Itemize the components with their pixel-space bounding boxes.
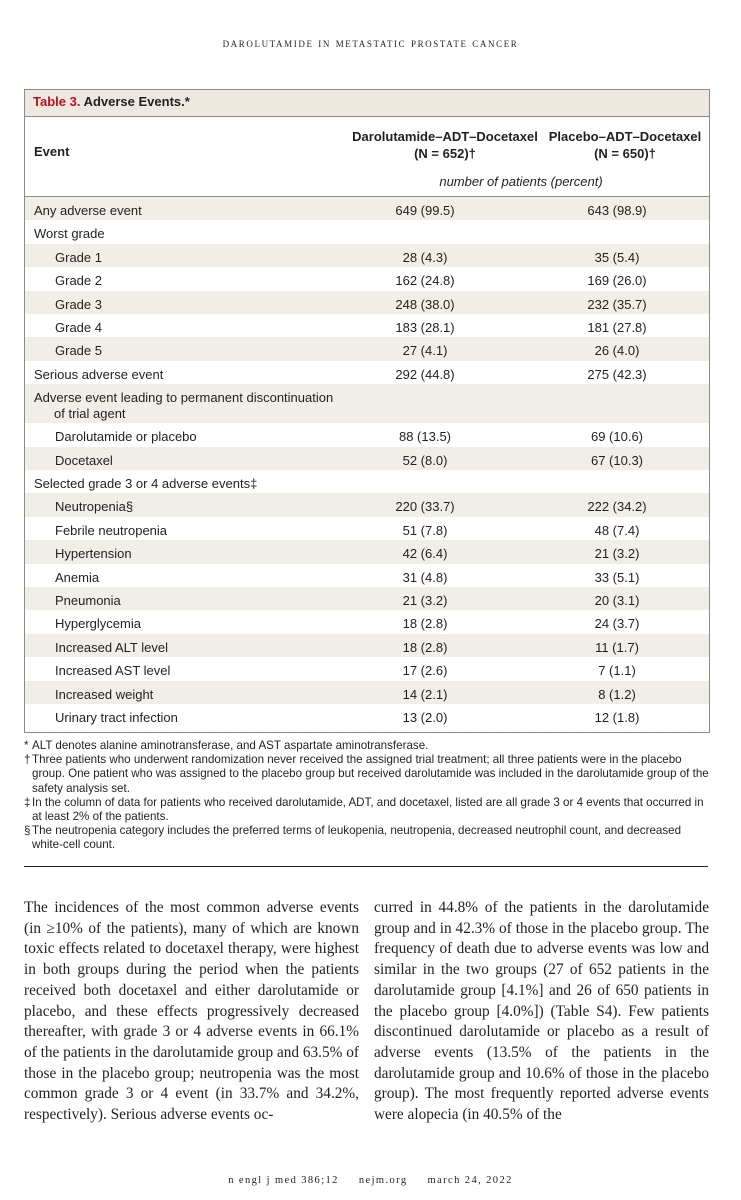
row-label-text: Increased ALT level	[55, 639, 168, 655]
cell-placebo: 181 (27.8)	[587, 320, 647, 335]
cell-darolutamide: 13 (2.0)	[402, 710, 448, 725]
table-row	[25, 384, 709, 423]
body-text-right-column: curred in 44.8% of the patients in the darolutamide group and in 42.3% of those in the placebo group. The frequency of death due to adverse events was low and similar in the two groups (27 of 652 patients in the darolutamide group [4.1%] and 26 of 650 patients in the placebo group [4.0%]) (Table S4). Few patients discontinued darolutamide or placebo as a result of adverse events (13.5% of the patients in the darolutamide group and 10.6% of those in the placebo group). The most frequently reported adverse events were alopecia (in 40.5% of the	[374, 899, 709, 1124]
footnote-mark: †	[24, 753, 31, 767]
cell-placebo: 48 (7.4)	[594, 522, 640, 538]
cell-placebo: 24 (3.7)	[594, 616, 640, 632]
row-label	[55, 523, 167, 539]
table-row	[25, 220, 709, 243]
column-header-darolutamide	[345, 128, 545, 162]
row-label-text: Grade 4	[55, 320, 102, 335]
row-label	[55, 593, 121, 609]
table-row	[25, 517, 709, 540]
row-label	[55, 663, 170, 679]
table-title-bar	[25, 90, 709, 117]
table-row	[25, 610, 709, 633]
row-label	[55, 273, 102, 289]
column-header-darolutamide-name: Darolutamide–ADT–Docetaxel	[352, 129, 538, 144]
cell-placebo: 67 (10.3)	[590, 452, 644, 468]
cell-placebo: 643 (98.9)	[587, 203, 647, 218]
table-row	[25, 423, 709, 446]
footer-date: march 24, 2022	[427, 1175, 513, 1186]
table-number: Table 3.	[33, 94, 81, 109]
cell-darolutamide: 292 (44.8)	[395, 366, 455, 382]
table-footnotes	[24, 739, 714, 853]
cell-darolutamide: 649 (99.5)	[395, 203, 455, 218]
footnote-mark: *	[24, 739, 29, 752]
table-row	[25, 291, 709, 314]
row-label-text: Any adverse event	[34, 203, 142, 218]
footnote	[24, 824, 714, 852]
cell-placebo: 222 (34.2)	[587, 499, 647, 515]
footnote-text: ALT denotes alanine aminotransferase, and AST aspartate aminotransferase.	[32, 739, 429, 752]
cell-darolutamide: 18 (2.8)	[402, 639, 448, 655]
row-label	[34, 203, 142, 219]
cell-placebo: 21 (3.2)	[594, 546, 640, 562]
cell-darolutamide: 248 (38.0)	[395, 296, 455, 312]
column-header-placebo-name: Placebo–ADT–Docetaxel	[548, 129, 702, 144]
table-row	[25, 337, 709, 360]
row-label-text: Darolutamide or placebo	[55, 429, 197, 445]
cell-darolutamide: 183 (28.1)	[395, 320, 455, 335]
row-label-text: Anemia	[55, 569, 100, 585]
column-header-placebo-n: (N = 650)†	[594, 146, 656, 161]
units-label: number of patients (percent)	[439, 174, 603, 189]
row-label	[55, 616, 141, 632]
page-footer	[0, 1175, 741, 1186]
footnote	[24, 739, 714, 753]
cell-darolutamide: 52 (8.0)	[402, 452, 448, 468]
table-row	[25, 197, 709, 220]
row-label	[34, 390, 333, 422]
row-label-text: Worst grade	[34, 226, 105, 242]
cell-placebo: 20 (3.1)	[594, 593, 640, 608]
row-label	[55, 429, 197, 445]
row-label-text: Increased weight	[55, 686, 154, 702]
cell-placebo: 35 (5.4)	[594, 249, 640, 265]
cell-darolutamide: 31 (4.8)	[402, 569, 448, 585]
cell-darolutamide: 162 (24.8)	[395, 273, 455, 289]
row-label-text: Urinary tract infection	[55, 710, 178, 725]
row-label	[55, 570, 99, 586]
row-label	[55, 499, 133, 515]
cell-placebo: 26 (4.0)	[594, 343, 640, 359]
footnote-text: The neutropenia category includes the preferred terms of leukopenia, neutropenia, decreased neutrophil count, and decreased white-cell count.	[32, 824, 682, 852]
row-label-text: Grade 2	[55, 273, 102, 289]
table-row	[25, 704, 709, 727]
row-label	[55, 250, 102, 266]
table-row	[25, 587, 709, 610]
running-head: darolutamide in metastatic prostate cancer	[222, 36, 519, 50]
row-label-text: Hypertension	[55, 546, 132, 562]
footer-citation: n engl j med 386;12	[228, 1175, 339, 1186]
row-label-text: Hyperglycemia	[55, 616, 141, 632]
row-label-text: Selected grade 3 or 4 adverse events‡	[34, 476, 258, 491]
footnote	[24, 753, 714, 796]
table-row	[25, 361, 709, 384]
table-row	[25, 564, 709, 587]
row-label-text: Grade 1	[55, 249, 102, 265]
footer-site: nejm.org	[358, 1175, 408, 1186]
adverse-events-table	[24, 89, 710, 733]
cell-placebo: 33 (5.1)	[594, 569, 640, 585]
row-label	[55, 640, 168, 656]
row-label-text: Grade 5	[55, 343, 102, 359]
row-label-text: Febrile neutropenia	[55, 522, 168, 538]
footnote-text: Three patients who underwent randomization never received the assigned trial treatment; all three patients were in the placebo group. One patient who was assigned to the placebo group but received darolutamide was included in the darolutamide group of the safety analysis set.	[32, 753, 709, 795]
row-label-text: Neutropenia§	[55, 499, 134, 515]
row-label	[55, 297, 102, 313]
table-title-text: Adverse Events.*	[80, 94, 190, 109]
row-label-text: Docetaxel	[55, 452, 113, 468]
table-row	[25, 493, 709, 516]
cell-darolutamide: 28 (4.3)	[402, 249, 448, 265]
cell-darolutamide: 18 (2.8)	[402, 616, 448, 632]
footnote-text: In the column of data for patients who received darolutamide, ADT, and docetaxel, listed are all grade 3 or 4 events that occurred in at least 2% of the patients.	[32, 795, 704, 824]
row-label-continuation: of trial agent	[54, 406, 126, 422]
row-label	[55, 343, 102, 359]
row-label	[34, 367, 163, 383]
row-label	[34, 476, 257, 492]
row-label-text: Serious adverse event	[34, 366, 164, 382]
row-label-text: Increased AST level	[55, 663, 171, 679]
table-row	[25, 267, 709, 290]
cell-darolutamide: 88 (13.5)	[398, 429, 452, 445]
table-row	[25, 314, 709, 337]
cell-darolutamide: 42 (6.4)	[402, 546, 448, 562]
table-row	[25, 657, 709, 680]
table-row	[25, 634, 709, 657]
table-row	[25, 470, 709, 493]
row-label	[55, 687, 153, 703]
row-label-text: Pneumonia	[55, 593, 121, 608]
row-label	[34, 226, 105, 242]
table-row	[25, 681, 709, 704]
cell-darolutamide: 51 (7.8)	[402, 522, 448, 538]
row-label	[55, 710, 178, 726]
cell-placebo: 232 (35.7)	[587, 296, 647, 312]
cell-darolutamide: 27 (4.1)	[402, 343, 448, 359]
row-label	[55, 546, 132, 562]
cell-placebo: 275 (42.3)	[587, 366, 647, 382]
footnote	[24, 796, 714, 824]
cell-placebo: 169 (26.0)	[587, 273, 647, 289]
column-header-placebo	[525, 128, 725, 162]
cell-placebo: 11 (1.7)	[595, 639, 639, 655]
cell-placebo: 7 (1.1)	[598, 663, 636, 679]
cell-placebo: 8 (1.2)	[598, 686, 636, 702]
table-row	[25, 540, 709, 563]
row-label	[55, 453, 113, 469]
row-label-text: Grade 3	[55, 296, 102, 312]
cell-darolutamide: 21 (3.2)	[402, 593, 448, 608]
cell-darolutamide: 220 (33.7)	[395, 499, 455, 515]
body-text-left-column: The incidences of the most common adverse events (in ≥10% of the patients), many of which are known toxic effects related to docetaxel therapy, were highest in both groups during the period when the patients received both docetaxel and either darolutamide or placebo, and these effects progressively decreased thereafter, with grade 3 or 4 adverse events in 66.1% of the patients in the darolutamide group and 63.5% of those in the placebo group; neutropenia was the most common grade 3 or 4 event (in 33.7% and 34.2%, respectively). Serious adverse events oc-	[24, 899, 359, 1124]
row-label-text: Adverse event leading to permanent discontinuation	[34, 390, 334, 406]
cell-darolutamide: 14 (2.1)	[402, 686, 448, 702]
column-header-darolutamide-n: (N = 652)†	[414, 146, 476, 161]
section-divider	[24, 866, 708, 867]
row-label	[55, 320, 102, 336]
cell-darolutamide: 17 (2.6)	[402, 663, 448, 679]
footnote-mark: §	[24, 824, 31, 838]
cell-placebo: 69 (10.6)	[590, 429, 644, 445]
table-title	[33, 94, 190, 109]
column-header-event: Event	[34, 144, 70, 159]
cell-placebo: 12 (1.8)	[594, 710, 640, 725]
table-row	[25, 244, 709, 267]
footnote-mark: ‡	[24, 795, 31, 809]
table-row	[25, 447, 709, 470]
